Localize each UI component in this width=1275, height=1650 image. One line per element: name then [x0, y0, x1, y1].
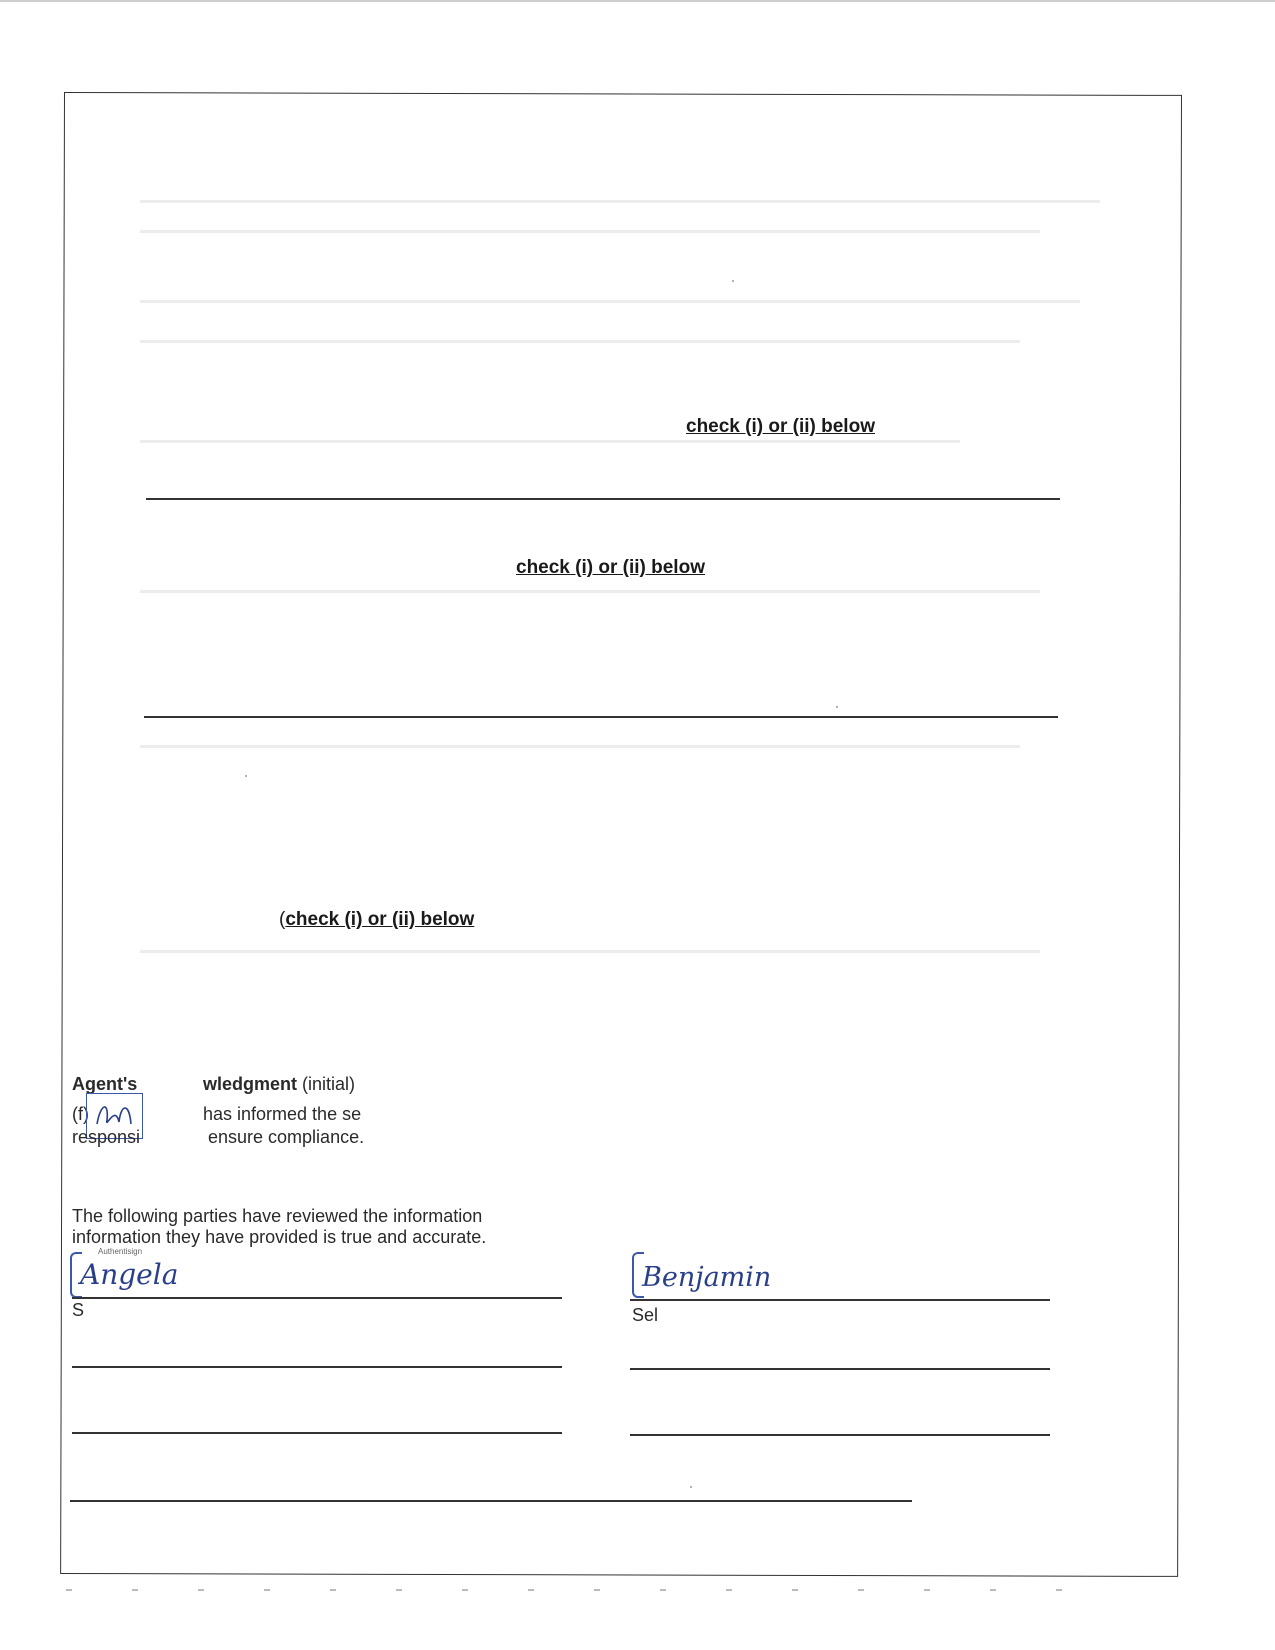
signature-line-left-1[interactable]: [72, 1297, 562, 1299]
agent-ack-row1-text: has informed the se: [203, 1104, 362, 1124]
signature-label-left: S: [72, 1300, 85, 1320]
footer-faded-text: [66, 1588, 1066, 1592]
scan-speck: [690, 1486, 692, 1488]
agent-ack-row1-prefix: (f): [72, 1104, 89, 1124]
agent-ack-heading-left: Agent's: [72, 1074, 138, 1094]
faded-text-line: [140, 230, 1040, 233]
faded-text-line: [140, 300, 1080, 303]
check-instruction-2: check (i) or (ii) below: [516, 557, 705, 578]
open-paren: (: [279, 909, 286, 930]
faded-text-line: [140, 340, 1020, 343]
check-instruction-3: [279, 909, 474, 931]
faded-text-line: [140, 745, 1020, 748]
review-line-1: The following parties have reviewed the information: [72, 1206, 483, 1226]
authentisign-tag: Authentisign: [98, 1247, 143, 1256]
fill-in-line-2[interactable]: [144, 716, 1058, 718]
check-instruction-1: check (i) or (ii) below: [686, 416, 875, 437]
faded-text-line: [140, 950, 1040, 953]
faded-text-line: [140, 590, 1040, 593]
signature-line-left-3[interactable]: [72, 1432, 562, 1434]
bottom-line[interactable]: [70, 1500, 912, 1502]
agent-ack-row2-text: ensure compliance.: [208, 1127, 365, 1147]
faded-text-line: [140, 440, 960, 443]
document-frame: [60, 92, 1182, 1577]
scan-speck: [836, 706, 838, 708]
fill-in-line-1[interactable]: [146, 498, 1060, 500]
page-top-edge: [0, 0, 1275, 2]
scan-speck: [732, 280, 734, 282]
agent-ack-heading-paren: (initial): [302, 1074, 356, 1094]
faded-text-line: [140, 200, 1100, 203]
signature-line-right-2[interactable]: [630, 1368, 1050, 1370]
review-line-2: information they have provided is true and accurate.: [72, 1227, 487, 1247]
signature-line-right-1[interactable]: [630, 1299, 1050, 1301]
signature-line-right-3[interactable]: [630, 1434, 1050, 1436]
agent-ack-heading-bold: wledgment: [203, 1074, 298, 1094]
buyer-signature[interactable]: Angela: [80, 1258, 179, 1291]
scan-speck: [245, 775, 247, 777]
signature-line-left-2[interactable]: [72, 1366, 562, 1368]
seller-signature[interactable]: Benjamin: [642, 1262, 772, 1293]
agent-ack-row2-prefix: responsi: [72, 1127, 141, 1147]
agent-ack-heading-right: [203, 1074, 355, 1095]
signature-label-right: Sel: [632, 1305, 659, 1325]
check-instruction-3-text: check (i) or (ii) below: [285, 909, 475, 930]
